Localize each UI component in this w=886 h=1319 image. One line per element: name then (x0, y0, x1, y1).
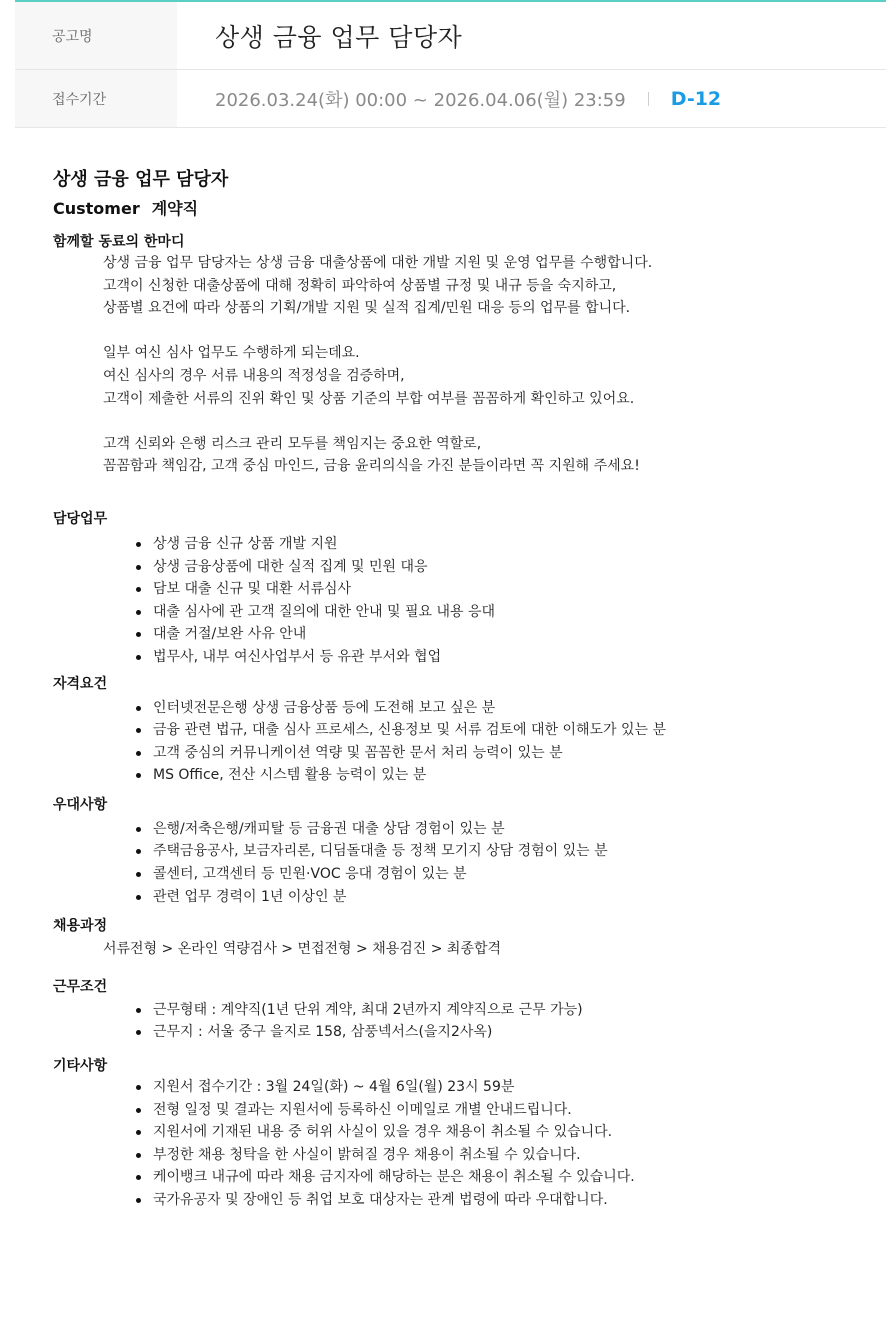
list-item: 금융 관련 법규, 대출 심사 프로세스, 신용정보 및 서류 검토에 대한 이해도가 있는 분 (133, 719, 853, 742)
list-item: 상생 금융상품에 대한 실적 집계 및 민원 대응 (133, 556, 853, 579)
list-item: 담보 대출 신규 및 대환 서류심사 (133, 578, 853, 601)
list-item: 근무지 : 서울 중구 을지로 158, 삼풍넥서스(을지2사옥) (133, 1021, 853, 1044)
list-item: 케이뱅크 내규에 따라 채용 금지자에 해당하는 분은 채용이 취소될 수 있습니다. (133, 1166, 853, 1189)
section-title-preferred: 우대사항 (53, 796, 108, 813)
period-label: 접수기간 (15, 70, 177, 127)
divider (648, 92, 649, 106)
list-item: 전형 일정 및 결과는 지원서에 등록하신 이메일로 개별 안내드립니다. (133, 1099, 853, 1122)
list-item: 지원서에 기재된 내용 중 허위 사실이 있을 경우 채용이 취소될 수 있습니다. (133, 1121, 853, 1144)
list-item: 대출 심사에 관 고객 질의에 대한 안내 및 필요 내용 응대 (133, 601, 853, 624)
info-row-title (15, 2, 886, 70)
job-subheading (53, 198, 853, 220)
list-item: 고객 중심의 커뮤니케이션 역량 및 꼼꼼한 문서 처리 능력이 있는 분 (133, 742, 853, 765)
message-line: 상품별 요건에 따라 상품의 기획/개발 지원 및 실적 집계/민원 대응 등의 업무를 합니다. (103, 300, 631, 317)
message-line: 여신 심사의 경우 서류 내용의 적정성을 검증하며, (103, 367, 405, 384)
message-line: 고객 신뢰와 은행 리스크 관리 모두를 책임지는 중요한 역할로, (103, 435, 482, 452)
list-item: 인터넷전문은행 상생 금융상품 등에 도전해 보고 싶은 분 (133, 697, 853, 720)
list-item: 부정한 채용 청탁을 한 사실이 밝혀질 경우 채용이 취소될 수 있습니다. (133, 1144, 853, 1167)
job-heading: 상생 금융 업무 담당자 (53, 169, 229, 190)
list-item: 은행/저축은행/캐피탈 등 금융권 대출 상담 경험이 있는 분 (133, 818, 853, 841)
message-line: 일부 여신 심사 업무도 수행하게 되는데요. (103, 345, 360, 362)
message-line: 고객이 신청한 대출상품에 대해 정확히 파악하여 상품별 규정 및 내규 등을 숙지하고, (103, 277, 617, 294)
conditions-list (53, 999, 853, 1044)
preferred-list (53, 818, 853, 908)
list-item: 콜센터, 고객센터 등 민원·VOC 응대 경험이 있는 분 (133, 863, 853, 886)
section-title-process: 채용과정 (53, 918, 108, 935)
list-item: MS Office, 전산 시스템 활용 능력이 있는 분 (133, 764, 853, 787)
job-info-table (15, 2, 886, 128)
period-value: 2026.03.24(화) 00:00 ~ 2026.04.06(월) 23:59 (215, 89, 626, 111)
list-item: 근무형태 : 계약직(1년 단위 계약, 최대 2년까지 계약직으로 근무 가능) (133, 999, 853, 1022)
section-title-message: 함께할 동료의 한마디 (53, 234, 185, 250)
section-title-conditions: 근무조건 (53, 978, 108, 995)
title-label: 공고명 (15, 2, 177, 69)
process-flow: 서류전형 > 온라인 역량검사 > 면접전형 > 채용검진 > 최종합격 (103, 941, 502, 958)
list-item: 주택금융공사, 보금자리론, 디딤돌대출 등 정책 모기지 상담 경험이 있는 분 (133, 840, 853, 863)
message-line: 고객이 제출한 서류의 진위 확인 및 상품 기준의 부합 여부를 꼼꼼하게 확인하고 있어요. (103, 390, 635, 407)
qualifications-list (53, 697, 853, 787)
list-item: 상생 금융 신규 상품 개발 지원 (133, 533, 853, 556)
job-contract-type: 계약직 (151, 199, 199, 218)
period-group (177, 86, 721, 112)
section-title-etc: 기타사항 (53, 1058, 108, 1075)
message-line: 상생 금융 업무 담당자는 상생 금융 대출상품에 대한 개발 지원 및 운영 업무를 수행합니다. (103, 255, 653, 271)
duties-list (53, 533, 853, 669)
etc-list (53, 1076, 853, 1212)
paragraph-spacer (103, 410, 853, 433)
list-item: 지원서 접수기간 : 3월 24일(화) ~ 4월 6일(월) 23시 59분 (133, 1076, 853, 1099)
dday-badge: D-12 (670, 87, 722, 110)
section-title-qualifications: 자격요건 (53, 675, 108, 692)
section-title-duties: 담당업무 (53, 510, 108, 527)
list-item: 관련 업무 경력이 1년 이상인 분 (133, 886, 853, 909)
message-body (53, 252, 853, 478)
list-item: 대출 거절/보완 사유 안내 (133, 623, 853, 646)
message-line: 꼼꼼함과 책임감, 고객 중심 마인드, 금융 윤리의식을 가진 분들이라면 꼭 지원해 주세요! (103, 458, 640, 475)
job-description (53, 168, 853, 1212)
list-item: 국가유공자 및 장애인 등 취업 보호 대상자는 관계 법령에 따라 우대합니다. (133, 1189, 853, 1212)
paragraph-spacer (103, 320, 853, 343)
job-category: Customer (53, 199, 140, 218)
job-title-value: 상생 금융 업무 담당자 (215, 22, 463, 52)
info-row-period (15, 70, 886, 128)
list-item: 법무사, 내부 여신사업부서 등 유관 부서와 협업 (133, 646, 853, 669)
